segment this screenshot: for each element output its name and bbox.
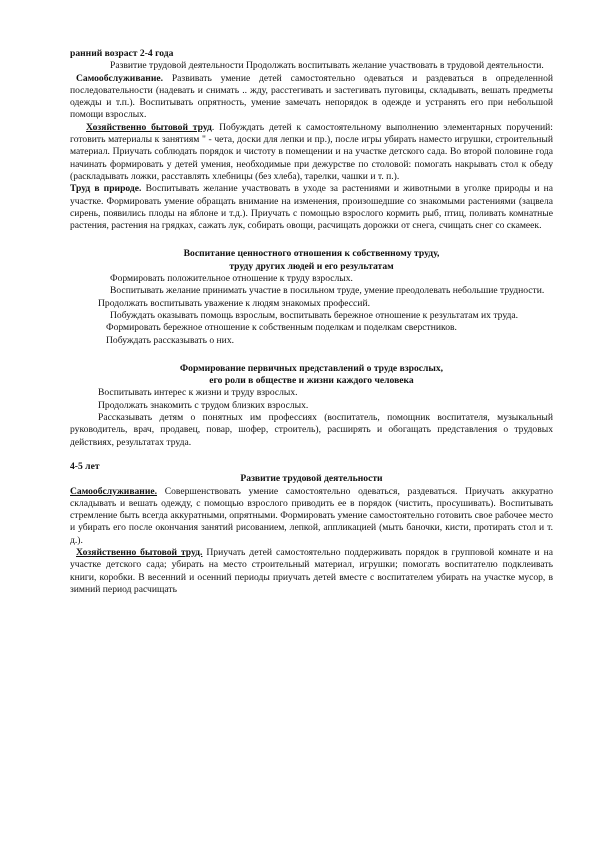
household-text: . Побуждать детей к самостоятельному выполнению элементарных поручений: готовить материалы к занятиям " - чета, доски для лепки и пр.), после игры убирать наместо игрушки, строительный материал. Приучать соблюдать порядок и чистоту в помещении и на участке детского сада. Во второй половине года начинать формировать у детей умения, необходимые при дежурстве по столовой: помогать накрывать стол к обеду (раскладывать ложки, расставлять хлебницы (без хлеба), тарелки, чашки и т. п.). <box>70 121 553 182</box>
paragraph-adult-1: Воспитывать интерес к жизни и труду взрослых. <box>98 387 298 399</box>
section-title-adult-work-2: его роли в обществе и жизни каждого человека <box>209 375 414 387</box>
paragraph-nature <box>70 183 553 232</box>
document-page <box>70 48 553 596</box>
paragraph-values-6: Побуждать рассказывать о них. <box>106 334 235 346</box>
paragraph-values-2: Воспитывать желание принимать участие в посильном труде, умение преодолевать небольшие трудности. <box>110 285 545 297</box>
section-title-labor: Развитие трудовой деятельности <box>240 473 383 485</box>
paragraph-adult-3: Рассказывать детям о понятных им профессиях (воспитатель, помощник воспитателя, музыкальный руководитель, врач, продавец, повар, шофер, строитель), расширять и обогащать представления о трудовых действиях, результатах труда. <box>70 412 553 448</box>
paragraph-intro: Развитие трудовой деятельности Продолжать воспитывать желание участвовать в трудовой деятельности. <box>110 60 544 72</box>
paragraph-values-4: Побуждать оказывать помощь взрослым, воспитывать бережное отношение к результатам их труда. <box>110 309 519 321</box>
self-service-text-4-5: Совершенствовать умение самостоятельно одеваться, раздеваться. Приучать аккуратно складывать и вешать одежду, с помощью взрослого приводить ее в порядок (чистить, просушивать). Воспитывать стремление быть всегда аккуратными, опрятными. Формировать умение самостоятельно готовить свое рабочее место и убирать его после окончания занятий рисованием, лепкой, аппликацией (мыть баночки, кисти, протирать стол и т. д.). <box>70 485 553 546</box>
household-label-4-5: Хозяйственно бытовой труд. <box>76 546 203 558</box>
paragraph-adult-2: Продолжать знакомить с трудом близких взрослых. <box>98 399 309 411</box>
section-title-adult-work-1: Формирование первичных представлений о труде взрослых, <box>179 362 444 374</box>
household-text-4-5: Приучать детей самостоятельно поддерживать порядок в групповой комнате и на участке детского сада; убирать на место строительный материал, игрушки; помогать воспитателю подклеивать книги, коробки. В весенний и осенний периоды приучать детей вместе с воспитателем убирать на участке мусор, в зимний период расчищать <box>70 546 553 595</box>
self-service-text: Развивать умение детей самостоятельно одеваться и раздеваться в определенной последовательности (надевать и снимать .. жду, расстегивать и застегивать пуговицы, складывать, вешать предметы одежды и т.п.). Воспитывать опрятность, умение замечать непорядок в одежде и устранять его при небольшой помощи взрослых. <box>70 72 553 121</box>
household-label: Хозяйственно бытовой труд <box>86 121 212 133</box>
section-title-values-1: Воспитание ценностного отношения к собственному труду, <box>183 248 440 260</box>
paragraph-values-5: Формировать бережное отношение к собственным поделкам и поделкам сверстников. <box>106 322 457 334</box>
paragraph-household <box>70 122 553 183</box>
age-heading-2-4: ранний возраст 2-4 года <box>70 48 174 59</box>
self-service-label: Самообслуживание. <box>76 72 164 84</box>
paragraph-values-3: Продолжать воспитывать уважение к людям знакомых профессий. <box>98 297 370 309</box>
self-service-label-4-5: Самообслуживание. <box>70 485 158 497</box>
nature-text: Воспитывать желание участвовать в уходе за растениями и животными в уголке природы и на участке. Формировать умение обращать внимание на изменения, произошедшие со знакомыми растениями (зацвела сирень, появились плоды на яблоне и т.д.). Приучать с помощью взрослого кормить рыб, птиц, поливать комнатные растения, растения на грядках, сажать лук, собирать овощи, расчищать дорожки от снега, счищать снег со скамеек. <box>70 183 553 232</box>
paragraph-household-4-5 <box>70 547 553 596</box>
section-title-values-2: труду других людей и его результатам <box>229 260 394 272</box>
paragraph-self-service <box>70 73 553 122</box>
nature-label: Труд в природе. <box>70 183 142 195</box>
paragraph-values-1: Формировать положительное отношение к труду взрослых. <box>110 273 353 285</box>
age-heading-4-5: 4-5 лет <box>70 460 100 472</box>
paragraph-self-service-4-5 <box>70 486 553 547</box>
